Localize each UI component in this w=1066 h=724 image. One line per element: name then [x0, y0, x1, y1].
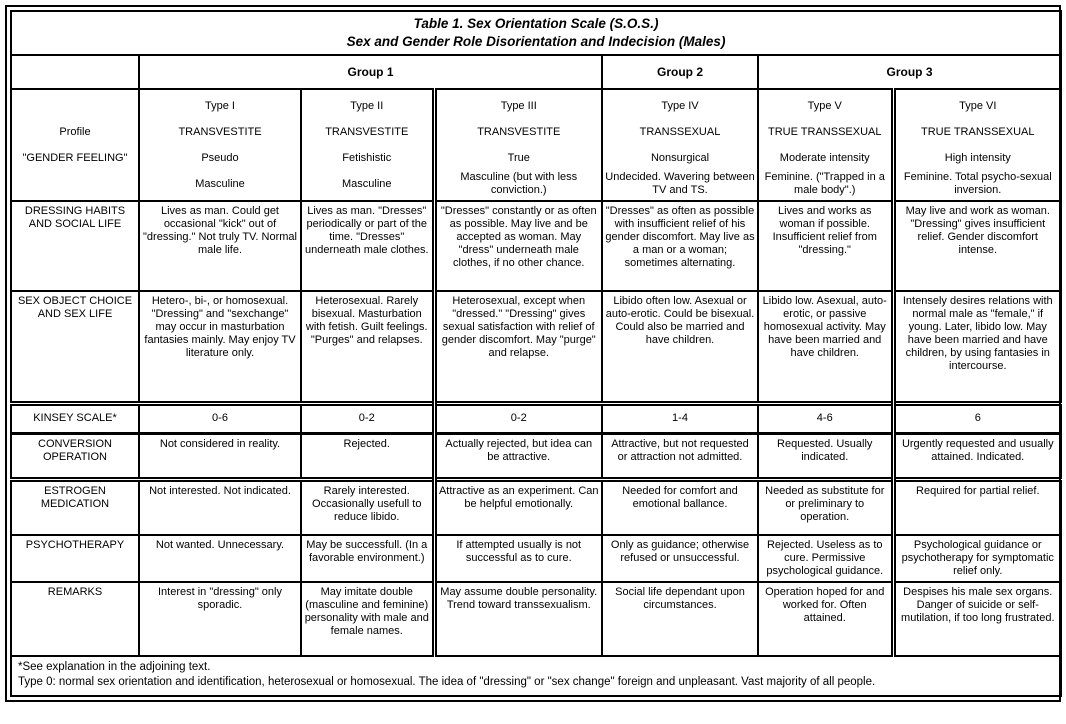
psychotherapy-row-label: PSYCHOTHERAPY	[11, 535, 139, 582]
table-cell: "Dresses" as often as possible with insufficient relief of his gender discomfort. May live as a man or a woman; sometimes alternating.	[602, 201, 758, 291]
spacer	[14, 93, 136, 119]
type-feeling: Undecided. Wavering between TV and TS.	[605, 171, 755, 197]
table-cell: Operation hoped for and worked for. Often attained.	[758, 582, 893, 656]
type-name: Type II	[350, 99, 384, 112]
profile-row-label	[11, 89, 139, 201]
type-feeling: Masculine	[195, 177, 245, 190]
table-cell: If attempted usually is not successful as to cure.	[434, 535, 602, 582]
table-cell: Needed for comfort and emotional ballance.	[602, 479, 758, 535]
table-cell: May assume double personality. Trend toward transsexualism.	[434, 582, 602, 656]
table-cell: Required for partial relief.	[893, 479, 1061, 535]
type-name: Type IV	[661, 99, 699, 112]
remarks-row	[11, 582, 1061, 656]
type5-header-cell	[758, 89, 893, 201]
kinsey-scale-row-label: KINSEY SCALE*	[11, 403, 139, 433]
table-cell: Rejected. Useless as to cure. Permissive psychological guidance.	[758, 535, 893, 582]
type-feeling: Masculine (but with less conviction.)	[460, 171, 578, 197]
type-intensity: Moderate intensity	[779, 151, 870, 164]
profile-label-line1: Profile	[59, 125, 91, 138]
table-cell: Lives and works as woman if possible. Insufficient relief from "dressing."	[758, 201, 893, 291]
table-cell: Heterosexual. Rarely bisexual. Masturbation with fetish. Guilt feelings. "Purges" and relapses.	[301, 291, 434, 403]
type-feeling: Masculine	[341, 177, 392, 190]
title-row	[11, 11, 1061, 55]
table-cell: 0-2	[434, 403, 602, 433]
table-cell: Not wanted. Unnecessary.	[139, 535, 301, 582]
table-cell: Lives as man. "Dresses" periodically or part of the time. "Dresses" underneath male clothes.	[301, 201, 434, 291]
sos-table	[10, 10, 1062, 697]
table-cell: May be successfull. (In a favorable environment.)	[301, 535, 434, 582]
table-cell: Psychological guidance or psychotherapy for symptomatic relief only.	[893, 535, 1061, 582]
type-category: TRANSVESTITE	[477, 125, 561, 138]
kinsey-scale-row	[11, 403, 1061, 433]
group1-header: Group 1	[139, 55, 602, 89]
type-name: Type VI	[959, 99, 997, 112]
profile-label-line2: "GENDER FEELING"	[22, 151, 128, 164]
sex-object-row-label: SEX OBJECT CHOICE AND SEX LIFE	[11, 291, 139, 403]
type-intensity: Nonsurgical	[650, 151, 710, 164]
table-outer-frame	[5, 5, 1061, 702]
estrogen-medication-row	[11, 479, 1061, 535]
type-intensity: Fetishistic	[342, 151, 392, 164]
table-cell: Hetero-, bi-, or homosexual. "Dressing" and "sexchange" may occur in masturbation fantasies mainly. May enjoy TV literature only.	[139, 291, 301, 403]
table-cell: Social life dependant upon circumstances.	[602, 582, 758, 656]
type-intensity: High intensity	[944, 151, 1011, 164]
sex-object-row	[11, 291, 1061, 403]
type-feeling: Feminine. Total psycho-sexual inversion.	[903, 171, 1052, 197]
table-cell: 0-2	[301, 403, 434, 433]
type-category: TRANSVESTITE	[178, 125, 262, 138]
type-name: Type I	[205, 99, 235, 112]
type-category: TRUE TRANSSEXUAL	[768, 125, 882, 138]
table-cell: Lives as man. Could get occasional "kick" out of "dressing." Not truly TV. Normal male life.	[139, 201, 301, 291]
group3-header: Group 3	[758, 55, 1061, 89]
table-cell: May live and work as woman. "Dressing" gives insufficient relief. Gender discomfort intense.	[893, 201, 1061, 291]
table-cell: Actually rejected, but idea can be attractive.	[434, 433, 602, 479]
dressing-habits-row-label: DRESSING HABITS AND SOCIAL LIFE	[11, 201, 139, 291]
table-title-line1: Table 1. Sex Orientation Scale (S.O.S.)	[413, 16, 659, 31]
table-cell: Attractive, but not requested or attraction not admitted.	[602, 433, 758, 479]
footnote-line2: Type 0: normal sex orientation and identification, heterosexual or homosexual. The idea of "dressing" or "sex change" foreign and unpleasant. Vast majority of all people.	[18, 676, 876, 689]
table-cell: Attractive as an experiment. Can be helpful emotionally.	[434, 479, 602, 535]
table-cell: Requested. Usually indicated.	[758, 433, 893, 479]
type4-header-cell	[602, 89, 758, 201]
table-cell: Libido often low. Asexual or auto-erotic. Could be bisexual. Could also be married and have children.	[602, 291, 758, 403]
table-title-line2: Sex and Gender Role Disorientation and Indecision (Males)	[346, 34, 726, 50]
type-category: TRANSVESTITE	[325, 125, 409, 138]
table-cell: Libido low. Asexual, auto-erotic, or passive homosexual activity. May have been married and have children.	[758, 291, 893, 403]
table-cell: Not interested. Not indicated.	[139, 479, 301, 535]
table-cell: Rarely interested. Occasionally usefull to reduce libido.	[301, 479, 434, 535]
table-cell: Only as guidance; otherwise refused or unsuccessful.	[602, 535, 758, 582]
dressing-habits-row	[11, 201, 1061, 291]
table-cell: 0-6	[139, 403, 301, 433]
type1-header-cell	[139, 89, 301, 201]
table-cell: Needed as substitute for or preliminary to operation.	[758, 479, 893, 535]
table-cell: May imitate double (masculine and feminine) personality with male and female names.	[301, 582, 434, 656]
corner-cell	[11, 55, 139, 89]
footnotes	[11, 656, 1061, 696]
estrogen-medication-row-label: ESTROGEN MEDICATION	[11, 479, 139, 535]
footnote-row	[11, 656, 1061, 696]
conversion-operation-row-label: CONVERSION OPERATION	[11, 433, 139, 479]
type-intensity: True	[507, 151, 530, 164]
psychotherapy-row	[11, 535, 1061, 582]
table-cell: Not considered in reality.	[139, 433, 301, 479]
conversion-operation-row	[11, 433, 1061, 479]
type2-header-cell	[301, 89, 434, 201]
table-title	[11, 11, 1061, 55]
type-intensity: Pseudo	[201, 151, 239, 164]
type-name: Type III	[500, 99, 537, 112]
type6-header-cell	[893, 89, 1061, 201]
table-cell: "Dresses" constantly or as often as possible. May live and be accepted as woman. May "dress" underneath male clothes, if no other chance.	[434, 201, 602, 291]
type-feeling: Feminine. ("Trapped in a male body".)	[764, 171, 885, 197]
table-cell: Interest in "dressing" only sporadic.	[139, 582, 301, 656]
table-cell: Heterosexual, except when "dressed." "Dressing" gives sexual satisfaction with relief of gender discomfort. May "purge" and relapse.	[434, 291, 602, 403]
group2-header: Group 2	[602, 55, 758, 89]
type-category: TRANSSEXUAL	[639, 125, 721, 138]
table-cell: Despises his male sex organs. Danger of suicide or self-mutilation, if too long frustrated.	[893, 582, 1061, 656]
table-cell: Urgently requested and usually attained. Indicated.	[893, 433, 1061, 479]
table-cell: Rejected.	[301, 433, 434, 479]
group-header-row	[11, 55, 1061, 89]
profile-row	[11, 89, 1061, 201]
table-cell: 6	[893, 403, 1061, 433]
type-name: Type V	[807, 99, 842, 112]
remarks-row-label: REMARKS	[11, 582, 139, 656]
table-cell: 1-4	[602, 403, 758, 433]
type-category: TRUE TRANSSEXUAL	[921, 125, 1035, 138]
table-cell: 4-6	[758, 403, 893, 433]
table-cell: Intensely desires relations with normal male as "female," if young. Later, libido low. May have been married and have children, by using fantasies in intercourse.	[893, 291, 1061, 403]
footnote-line1: *See explanation in the adjoining text.	[18, 661, 211, 674]
type3-header-cell	[434, 89, 602, 201]
